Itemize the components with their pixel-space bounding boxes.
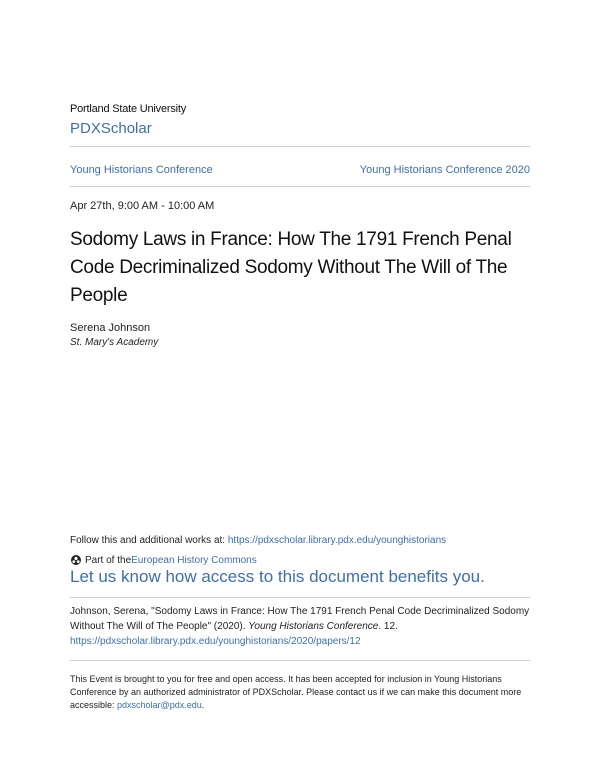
follow-line — [70, 535, 446, 546]
follow-prefix: Follow this and additional works at: — [70, 535, 228, 546]
citation-text: Johnson, Serena, "Sodomy Laws in France: How The 1791 French Penal Code Decriminalized Sodomy Without The Will of The People" (2020). — [70, 606, 530, 632]
event-datetime: Apr 27th, 9:00 AM - 10:00 AM — [70, 200, 215, 212]
document-title: Sodomy Laws in France: How The 1791 French Penal Code Decriminalized Sodomy Without The Will of The People — [70, 229, 512, 306]
conference-link[interactable]: Young Historians Conference — [70, 164, 213, 176]
part-of-prefix: Part of the — [85, 554, 132, 566]
citation-url-link[interactable]: https://pdxscholar.library.pdx.edu/younghistorians/2020/papers/12 — [70, 636, 361, 647]
contact-email-link[interactable]: pdxscholar@pdx.edu — [117, 700, 202, 710]
recommended-citation — [70, 604, 530, 649]
notice-text: This Event is brought to you for free and open access. It has been accepted for inclusion in Young Historians Conference by an authorized administrator of PDXScholar. Please contact us if we can make this document more accessible: — [70, 674, 522, 710]
citation-number: . 12. — [378, 621, 398, 632]
access-benefits-link[interactable]: Let us know how access to this document benefits you. — [70, 567, 485, 586]
author-affiliation: St. Mary's Academy — [70, 337, 159, 348]
divider — [70, 146, 530, 147]
part-of-line — [70, 554, 257, 566]
pdxscholar-link[interactable]: PDXScholar — [70, 120, 152, 137]
divider — [70, 597, 530, 598]
european-history-commons-link[interactable]: European History Commons — [131, 554, 257, 566]
divider — [70, 660, 530, 661]
conference-year-link[interactable]: Young Historians Conference 2020 — [359, 164, 530, 176]
access-notice — [70, 673, 530, 712]
citation-journal: Young Historians Conference — [248, 621, 379, 632]
commons-network-icon — [70, 554, 82, 566]
divider — [70, 186, 530, 187]
author-name: Serena Johnson — [70, 322, 151, 334]
follow-url-link[interactable]: https://pdxscholar.library.pdx.edu/younghistorians — [227, 535, 447, 546]
notice-end: . — [201, 700, 205, 710]
university-name: Portland State University — [70, 103, 187, 115]
